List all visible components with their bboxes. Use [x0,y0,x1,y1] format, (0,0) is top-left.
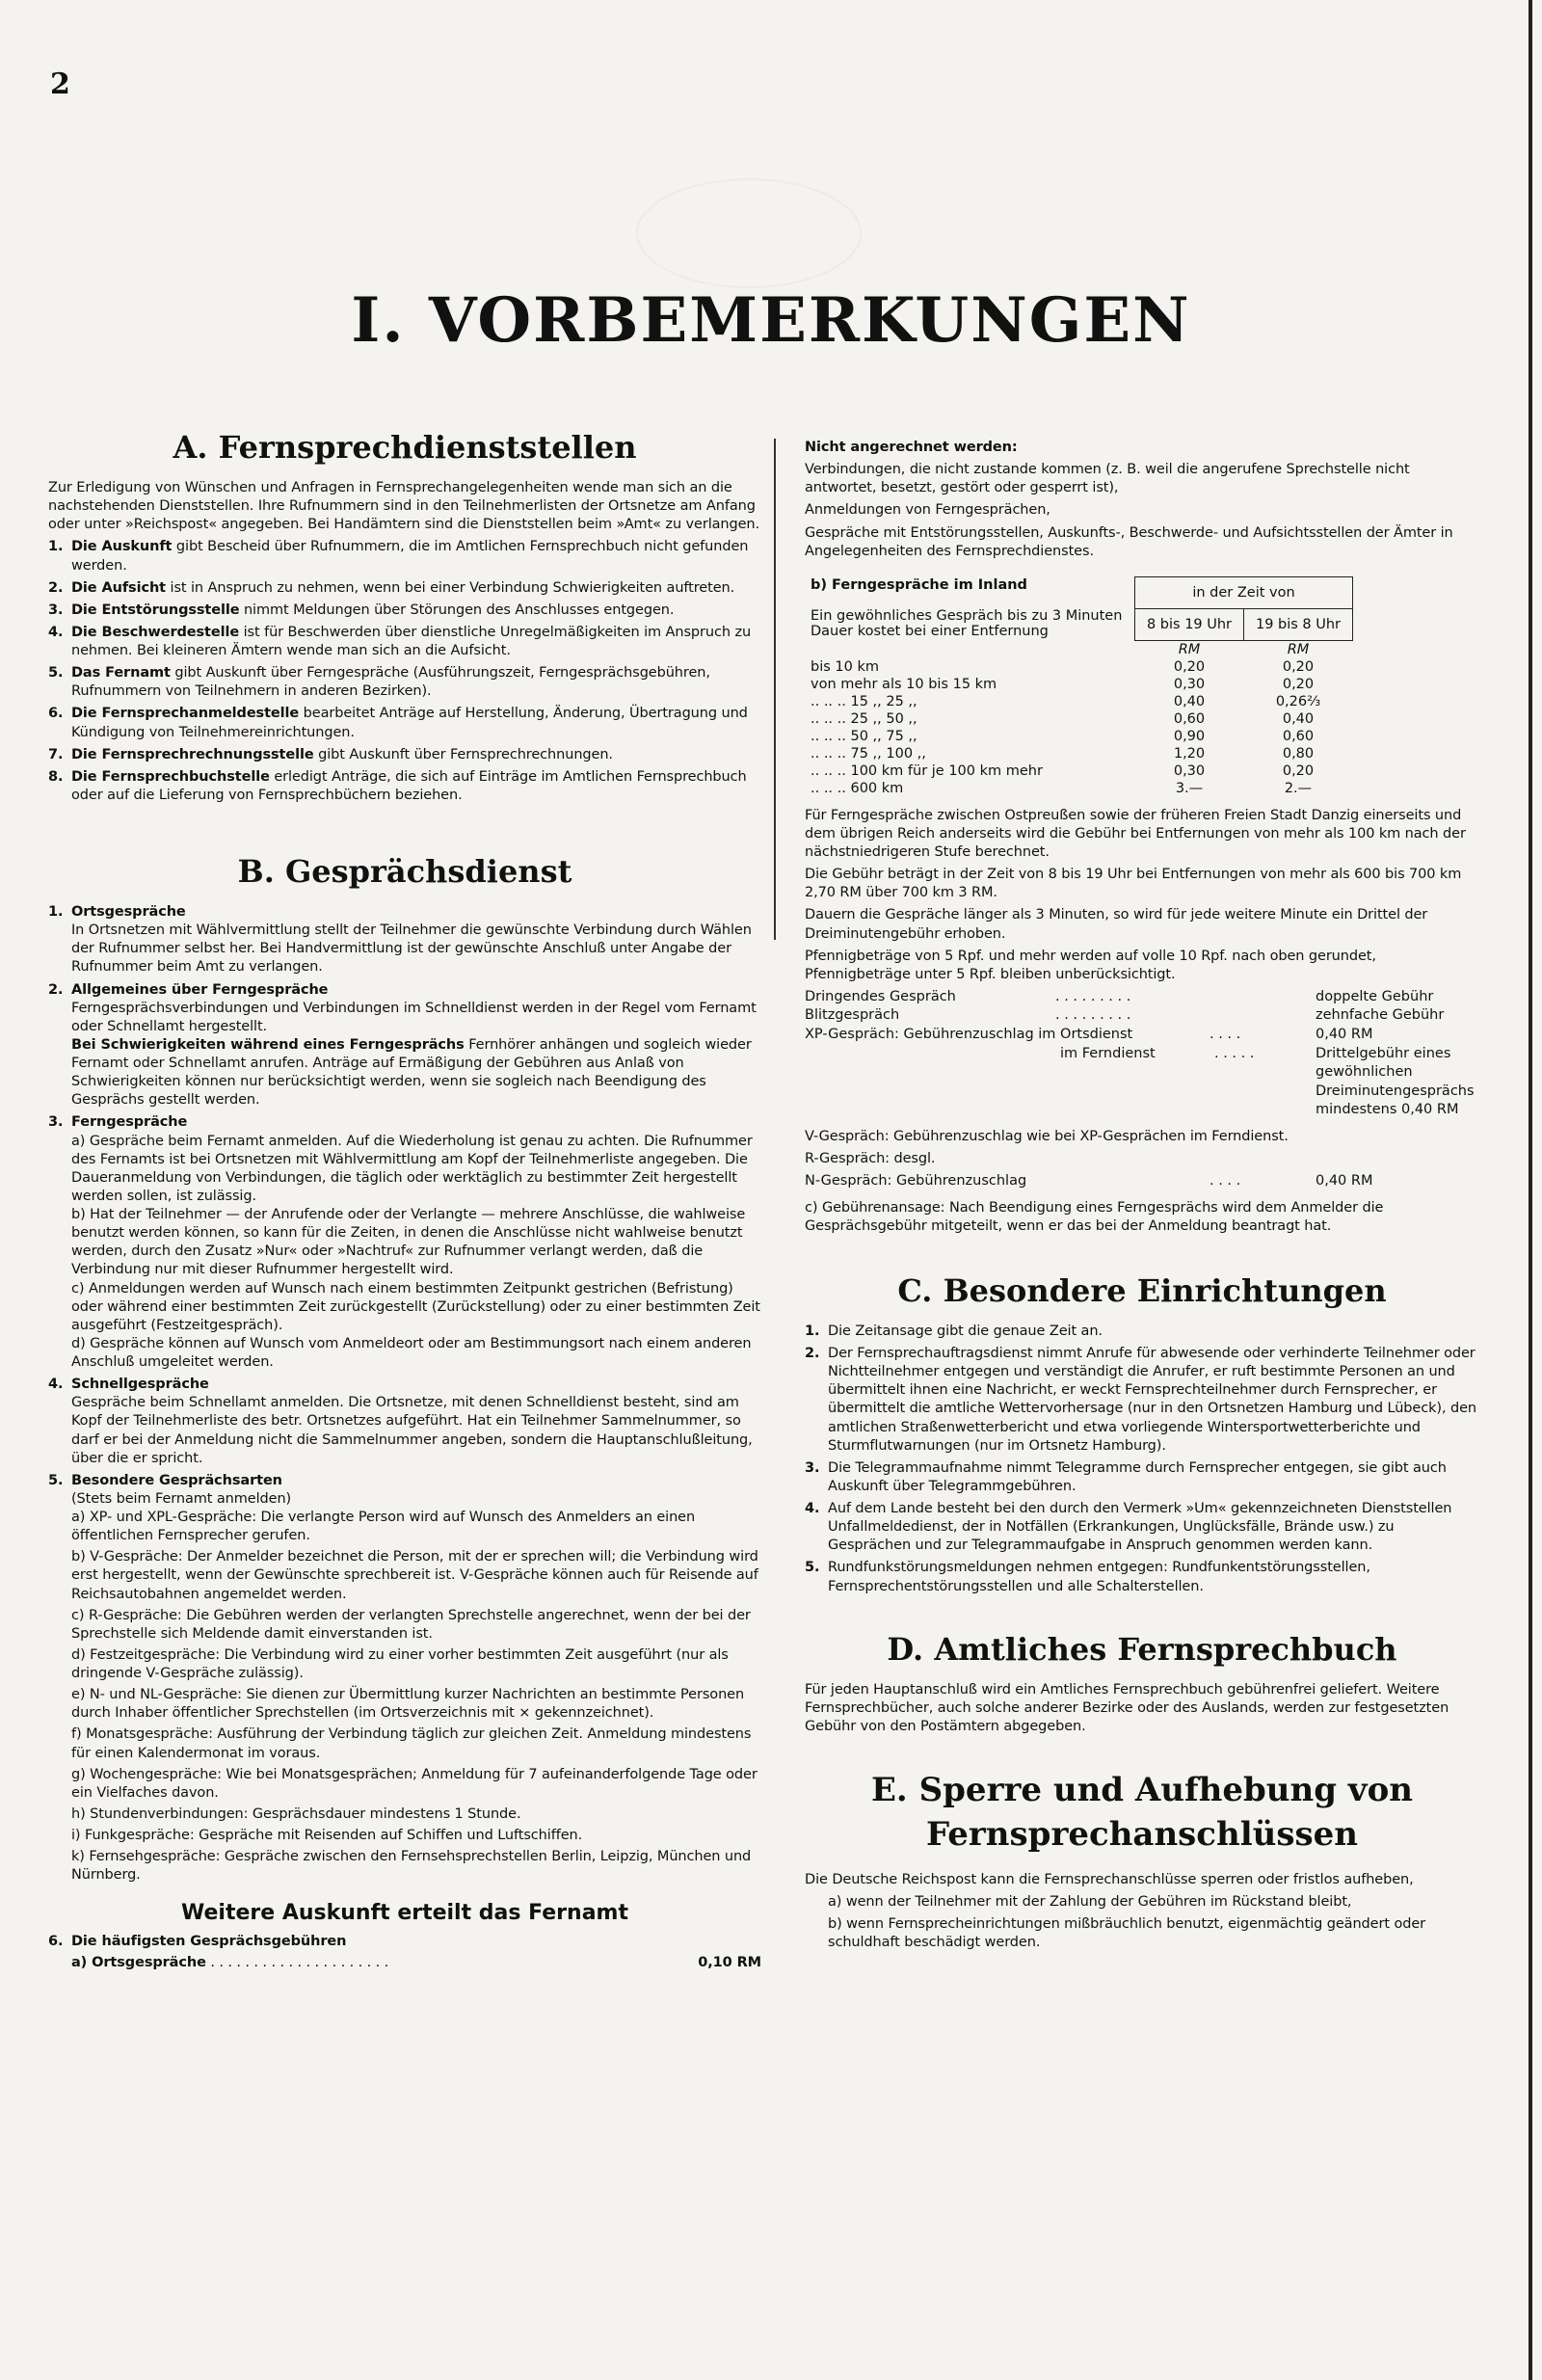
list-item [805,1459,1479,1496]
item-number: 7. [48,746,64,762]
section-a-title: A. Fernsprechdienststellen [173,429,637,466]
b-item-5 [48,1472,761,1888]
item-head: Die Fernsprechbuchstelle [71,768,270,785]
item-body [71,602,761,620]
item-head: Die Aufsicht [71,579,166,596]
urgent-call-row: Dringendes Gespräch . . . . . . . . . doppelte Gebühr [805,988,1479,1007]
item-number: 3. [48,602,64,618]
b-item-1 [48,903,761,977]
item-text: Gespräche beim Schnellamt anmelden. Die Ortsnetze, mit denen Schnelldienst besteht, sind am Kopf der Teilnehmerliste des betr. Ortsnetzes aufgeführt. Hat ein Teilnehmer Sammelnummer, so darf er bei der Anmeldung nicht die Sammelnummer angeben, sondern die Hauptanschlußleitung, über die er spricht. [71,1395,753,1466]
item-number: 3. [805,1459,820,1476]
item-number: 5. [48,1472,64,1488]
fee-note-1: Für Ferngespräche zwischen Ostpreußen sowie der früheren Freien Stadt Danzig einerseits und dem übrigen Reich anderseits wird die Gebühr bei Entfernungen von mehr als 100 km nach der nächstniedrigeren Stufe berechnet. [805,807,1466,860]
local-call-label: a) Ortsgespräche [71,1954,206,1970]
section-b-title: B. Gesprächsdienst [237,853,572,890]
left-column [48,429,761,1978]
item-head: Die Fernsprechanmeldestelle [71,706,300,722]
list-item [805,1345,1479,1456]
item-body: Auf dem Lande besteht bei den durch den Vermerk »Um« gekennzeichneten Dienststellen Unfallmeldedienst, der in Notfällen (Erkrankungen, Unglücksfälle, Brände usw.) zu Gesprächen und zur Telegrammaufgabe in Anspruch genommen werden kann. [828,1501,1452,1554]
section-a-intro: Zur Erledigung von Wünschen und Anfragen in Fernsprechangelegenheiten wende man sich an die nachstehenden Dienststellen. Ihre Rufnummern sind in den Teilnehmerlisten der Ortsnetze am Anfang oder unter »Reichspost« angegeben. Bei Handämtern sind die Dienststellen beim »Amt« zu verlangen. [48,480,760,533]
item-number: 2. [48,981,64,998]
item-number: 3. [48,1114,64,1131]
blitz-call-fee: zehnfache Gebühr [1316,1007,1445,1024]
fee-night: 0,20 [1282,676,1315,692]
section-e-a: a) wenn der Teilnehmer mit der Zahlung der Gebühren im Rückstand bleibt, [828,1893,1352,1910]
faded-stamp [636,178,862,288]
day-header: 8 bis 19 Uhr [1135,608,1244,640]
item-head: Schnellgespräche [71,1377,209,1393]
domestic-calls-heading: b) Ferngespräche im Inland [811,577,1027,594]
fee-distance: .. .. .. 15 ,, 25 ,, [811,693,917,709]
item-head: Die Auskunft [71,539,173,555]
fee-note-3: Dauern die Gespräche länger als 3 Minuten, so wird für jede weitere Minute ein Drittel der Dreiminutengebühr erhoben. [805,907,1428,942]
item-body [71,538,761,575]
domestic-calls-text: Ein gewöhnliches Gespräch bis zu 3 Minuten Dauer kostet bei einer Entfernung [811,608,1123,640]
xp-call-fee: 0,40 RM [1316,1027,1373,1042]
section-c-list [805,1323,1479,1596]
item-text: gibt Auskunft über Fernsprechrechnungen. [313,746,613,762]
fee-day: 3.— [1175,780,1204,796]
page-title: I. VORBEMERKUNGEN [351,284,1191,357]
item-body [71,664,761,701]
item-body [71,768,761,805]
fee-day: 1,20 [1173,745,1206,762]
fee-night: 2.— [1284,780,1313,796]
fee-distance: .. .. .. 75 ,, 100 ,, [811,745,926,762]
section-d-text: Für jeden Hauptanschluß wird ein Amtliches Fernsprechbuch gebührenfrei geliefert. Weitere Fernsprechbücher, auch solche anderer Bezirke oder des Auslands, werden zur festgesetzten Gebühr von den Postämtern abgegeben. [805,1681,1449,1734]
b-item-6 [48,1933,761,1973]
gespraechsart-item: f) Monatsgespräche: Ausführung der Verbindung täglich zur gleichen Zeit. Anmeldung mindestens für einen Kalendermonat im voraus. [71,1726,752,1761]
item-head: Das Fernamt [71,665,171,682]
item-number: 1. [805,1323,820,1339]
item-body [71,746,761,764]
item-number: 2. [48,579,64,596]
list-item [48,624,761,660]
item-sub-head: Bei Schwierigkeiten während eines Ferngesprächs [71,1036,465,1053]
fee-distance: .. .. .. 100 km für je 100 km mehr [811,762,1043,779]
item-number: 4. [805,1501,820,1516]
item-a: a) Gespräche beim Fernamt anmelden. Auf die Wiederholung ist genau zu achten. Die Rufnummer des Fernamts ist bei Ortsnetzen mit Wählvermittlung am Kopf der Teilnehmerliste angegeben. Die Daueranmeldung von Verbindungen, die täglich oder werktäglich zu bestimmter Zeit hergestellt werden sollen, ist zulässig. [71,1133,753,1204]
urgent-call-fee: doppelte Gebühr [1316,988,1434,1004]
item-number: 6. [48,706,64,722]
item-number: 2. [805,1346,820,1361]
n-call-row: N-Gespräch: Gebührenzuschlag . . . . 0,40 RM [805,1172,1479,1191]
gespraechsart-item: d) Festzeitgespräche: Die Verbindung wird zu einer vorher bestimmten Zeit ausgeführt (nur als dringende V-Gespräche zulässig). [71,1646,729,1681]
section-e-title: E. Sperre und Aufhebung von Fernsprechanschlüssen [871,1771,1413,1854]
gespraechsart-item: h) Stundenverbindungen: Gesprächsdauer mindestens 1 Stunde. [71,1805,521,1822]
column-divider [774,439,776,940]
b-item-2 [48,981,761,1110]
fee-row [805,728,1353,745]
night-header: 19 bis 8 Uhr [1244,608,1353,640]
item-c: c) Anmeldungen werden auf Wunsch nach einem bestimmten Zeitpunkt gestrichen (Befristung) oder während einer bestimmten Zeit zurückgestellt (Zurückstellung) oder zu einer bestimmten Zeit ausgeführt (Festzeitgespräch). [71,1280,760,1333]
gespraechsart-item: k) Fernsehgespräche: Gespräche zwischen den Fernsehsprechstellen Berlin, Leipzig, München und Nürnberg. [71,1849,752,1884]
further-info-heading: Weitere Auskunft erteilt das Fernamt [181,1901,628,1926]
gespraechsart-item: g) Wochengespräche: Wie bei Monatsgesprächen; Anmeldung für 7 aufeinanderfolgende Tage oder ein Vielfaches davon. [71,1766,758,1801]
item-text: In Ortsnetzen mit Wählvermittlung stellt der Teilnehmer die gewünschte Verbindung durch Wählen der Rufnummer selbst her. Bei Handvermittlung ist der gewünschte Anschluß unter Angabe der Rufnummer beim Amt zu verlangen. [71,923,752,976]
item-d: d) Gespräche können auf Wunsch vom Anmeldeort oder am Bestimmungsort nach einem anderen Anschluß umgeleitet werden. [71,1335,752,1370]
fee-day: 0,40 [1173,693,1206,709]
item-number: 4. [48,1377,64,1393]
item-sub-text: Fernhörer anhängen und sogleich wieder Fernamt oder Schnellamt anrufen. Anträge auf Ermäßigung der Gebühren aus Anlaß von Schwierigkeiten können nur berücksichtigt werden, wenn sie sogleich nach Beendigung des Gesprächs gestellt werden. [71,1036,752,1109]
item-body: Die Telegrammaufnahme nimmt Telegramme durch Fernsprecher entgegen, sie gibt auch Auskunft über Telegrammgebühren. [828,1459,1447,1494]
item-head: Ortsgespräche [71,904,186,920]
item-head: Allgemeines über Ferngespräche [71,981,329,998]
list-item [805,1559,1479,1595]
item-head: Die Beschwerdestelle [71,624,240,640]
fee-distance: .. .. .. 50 ,, 75 ,, [811,728,917,744]
not-charged-1: Verbindungen, die nicht zustande kommen (z. B. weil die angerufene Sprechstelle nicht antwortet, besetzt, gestört oder gesperrt ist), [805,462,1410,496]
fee-row [805,780,1353,797]
not-charged-3: Gespräche mit Entstörungsstellen, Auskunfts-, Beschwerde- und Aufsichtsstellen der Ämter in Angelegenheiten des Fernsprechdienstes. [805,524,1453,559]
fee-rows [805,658,1353,797]
b-item-3 [48,1113,761,1372]
not-charged-2: Anmeldungen von Ferngesprächen, [805,502,1050,519]
list-item [805,1500,1479,1555]
item-text: gibt Auskunft über Ferngespräche (Ausführungszeit, Ferngesprächsgebühren, Rufnummern von Teilnehmern in anderen Bezirken). [71,665,710,700]
item-number: 6. [48,1934,64,1950]
fee-distance: bis 10 km [811,658,879,675]
list-item [48,705,761,741]
item-text: erledigt Anträge, die sich auf Einträge im Amtlichen Fernsprechbuch oder auf die Lieferung von Fernsprechbüchern beziehen. [71,768,747,803]
gespraechsart-item: b) V-Gespräche: Der Anmelder bezeichnet die Person, mit der er sprechen will; die Verbindung wird erst hergestellt, wenn der Gewünschte sprechbereit ist. V-Gespräche können auch für Reisende auf Reichsautobahnen angemeldet werden. [71,1549,758,1602]
item-number: 5. [48,665,64,682]
n-call-fee: 0,40 RM [1316,1173,1373,1190]
fee-day: 0,60 [1173,710,1206,727]
item-head: Die Fernsprechrechnungsstelle [71,746,314,762]
item-text: ist in Anspruch zu nehmen, wenn bei einer Verbindung Schwierigkeiten auftreten. [166,579,735,596]
fee-night: 0,80 [1282,745,1315,762]
n-call-label: N-Gespräch: Gebührenzuschlag [805,1173,1027,1190]
xp-call-label: XP-Gespräch: Gebührenzuschlag im Ortsdienst [805,1027,1133,1042]
fee-row [805,710,1353,728]
fee-distance: .. .. .. 600 km [811,780,904,796]
gespraechsart-item: i) Funkgespräche: Gespräche mit Reisenden auf Schiffen und Luftschiffen. [71,1828,583,1843]
item-body: Rundfunkstörungsmeldungen nehmen entgegen: Rundfunkentstörungsstellen, Fernsprechentstörungsstellen und alle Schalterstellen. [828,1560,1370,1594]
r-call-text: R-Gespräch: desgl. [805,1150,936,1166]
fee-night: 0,20 [1282,658,1315,675]
fee-row [805,693,1353,710]
fee-row [805,745,1353,762]
list-item [48,768,761,805]
item-number: 8. [48,768,64,785]
fee-day: 0,30 [1173,762,1206,779]
fee-night: 0,40 [1282,710,1315,727]
blitz-call-row: Blitzgespräch . . . . . . . . . zehnfache Gebühr [805,1006,1479,1026]
item-text: bearbeitet Anträge auf Herstellung, Änderung, Übertragung und Kündigung von Teilnehmereinrichtungen. [71,706,748,740]
fee-row [805,658,1353,676]
local-call-fee-row: a) Ortsgespräche . . . . . . . . . . . . . . . . . . . . . 0,10 RM [71,1952,761,1974]
item-text: nimmt Meldungen über Störungen des Anschlusses entgegen. [239,602,675,618]
fee-table [805,576,1353,797]
item-text: Ferngesprächsverbindungen und Verbindungen im Schnelldienst werden in der Regel vom Fernamt oder Schnellamt hergestellt. [71,1000,757,1034]
long-distance-row: im Ferndienst . . . . . Drittelgebühr eines gewöhnlichen Dreiminutengesprächs mindestens 0,40 RM [805,1045,1479,1120]
gespraechsart-item: a) XP- und XPL-Gespräche: Die verlangte Person wird auf Wunsch des Anmelders an einen öffentlichen Fernsprecher gerufen. [71,1510,696,1544]
item-body [71,705,761,741]
b5-list [71,1509,761,1885]
local-call-fee: 0,10 RM [698,1954,761,1970]
section-d-title: D. Amtliches Fernsprechbuch [887,1630,1397,1668]
item-note: (Stets beim Fernamt anmelden) [71,1490,292,1507]
list-item [48,746,761,764]
fee-note-2: Die Gebühr beträgt in der Zeit von 8 bis 19 Uhr bei Entfernungen von mehr als 600 bis 700 km 2,70 RM über 700 km 3 RM. [805,867,1462,901]
item-number: 1. [48,539,64,555]
section-c-title: C. Besondere Einrichtungen [897,1271,1387,1309]
v-call-text: V-Gespräch: Gebührenzuschlag wie bei XP-Gesprächen im Ferndienst. [805,1128,1289,1144]
fee-night: 0,20 [1282,762,1315,779]
fee-distance: von mehr als 10 bis 15 km [811,676,997,692]
item-body: Der Fernsprechauftragsdienst nimmt Anrufe für abwesende oder verhinderte Teilnehmer oder Nichtteilnehmer entgegen und verständigt die Anrufer, er ruft bestimmte Personen an und übermittelt ihnen eine Nachricht, er weckt Fernsprechteilnehmer durch Fernsprecher, er übermittelt die amtliche Wettervorhersage (nur in den Ortsnetzen Hamburg und Lübeck), den amtlichen Straßenwetterbericht und etwa vorliegende Wintersportwetterberichte und Sturmflutwarnungen (nur im Ortsnetz Hamburg). [828,1346,1476,1454]
not-charged-heading: Nicht angerechnet werden: [805,440,1018,455]
urgent-call-label: Dringendes Gespräch [805,988,956,1004]
fee-row [805,676,1353,693]
item-text: gibt Bescheid über Rufnummern, die im Amtlichen Fernsprechbuch nicht gefunden werden. [71,539,749,574]
list-item [48,664,761,701]
list-item [48,579,761,598]
time-range-header: in der Zeit von [1135,576,1353,608]
section-e-text: Die Deutsche Reichspost kann die Fernsprechanschlüsse sperren oder fristlos aufheben, [805,1871,1414,1887]
item-head: Ferngespräche [71,1114,188,1131]
fee-day: 0,30 [1173,676,1206,692]
xp-call-row: XP-Gespräch: Gebührenzuschlag im Ortsdienst . . . . 0,40 RM [805,1026,1479,1045]
section-a-list [48,538,761,805]
fee-day: 0,90 [1173,728,1206,744]
list-item [805,1323,1479,1341]
item-head: Besondere Gesprächsarten [71,1472,282,1488]
page-edge-line [1529,0,1532,2380]
list-item [48,602,761,620]
long-distance-fee: Drittelgebühr eines gewöhnlichen Dreiminutengesprächs mindestens 0,40 RM [1316,1045,1475,1118]
fee-night: 0,26⅔ [1275,693,1321,709]
item-number: 5. [805,1560,820,1576]
long-distance-label: im Ferndienst [1060,1045,1156,1061]
fee-row [805,762,1353,780]
fee-night: 0,60 [1282,728,1315,744]
b-item-4 [48,1376,761,1468]
item-body [71,624,761,660]
page-number: 2 [50,67,70,101]
gespraechsart-item: e) N- und NL-Gespräche: Sie dienen zur Übermittlung kurzer Nachrichten an bestimmte Personen durch Inhaber öffentlicher Sprechstellen (im Ortsverzeichnis mit × gekennzeichnet). [71,1687,745,1722]
fee-day: 0,20 [1173,658,1206,675]
item-number: 4. [48,624,64,640]
blitz-call-label: Blitzgespräch [805,1007,900,1024]
gespraechsart-item: c) R-Gespräche: Die Gebühren werden der verlangten Sprechstelle angerechnet, wenn der bei der Sprechstelle sich Meldende damit einverstanden ist. [71,1607,751,1642]
fee-announcement: c) Gebührenansage: Nach Beendigung eines Ferngesprächs wird dem Anmelder die Gesprächsgebühr mitgeteilt, wenn er das bei der Anmeldung beantragt hat. [805,1199,1384,1234]
list-item [48,538,761,575]
item-number: 1. [48,904,64,920]
section-e-b: b) wenn Fernsprecheinrichtungen mißbräuchlich benutzt, eigenmächtig geändert oder schuldhaft beschädigt werden. [828,1916,1425,1951]
item-head: Die Entstörungsstelle [71,602,240,618]
item-text: ist für Beschwerden über dienstliche Unregelmäßigkeiten im Anspruch zu nehmen. Bei kleineren Ämtern wende man sich an die Aufsicht. [71,624,752,658]
unit-day: RM [1178,641,1201,657]
item-body: Die Zeitansage gibt die genaue Zeit an. [828,1323,1103,1339]
item-b: b) Hat der Teilnehmer — der Anrufende oder der Verlangte — mehrere Anschlüsse, die wahlweise benutzt werden können, so kann für die Zeiten, in denen die Anschlüsse nicht wahlweise benutzt werden, durch den Zusatz »Nur« oder »Nachtruf« zur Rufnummer verlangt werden, daß die Verbindung nur mit dieser Rufnummer hergestellt wird. [71,1207,746,1278]
fee-distance: .. .. .. 25 ,, 50 ,, [811,710,917,727]
item-body [71,579,761,598]
item-head: Die häufigsten Gesprächsgebühren [71,1934,347,1950]
fee-note-4: Pfennigbeträge von 5 Rpf. und mehr werden auf volle 10 Rpf. nach oben gerundet, Pfennigbeträge unter 5 Rpf. bleiben unberücksichtigt. [805,948,1376,982]
right-column [805,439,1479,1956]
unit-night: RM [1287,641,1310,657]
